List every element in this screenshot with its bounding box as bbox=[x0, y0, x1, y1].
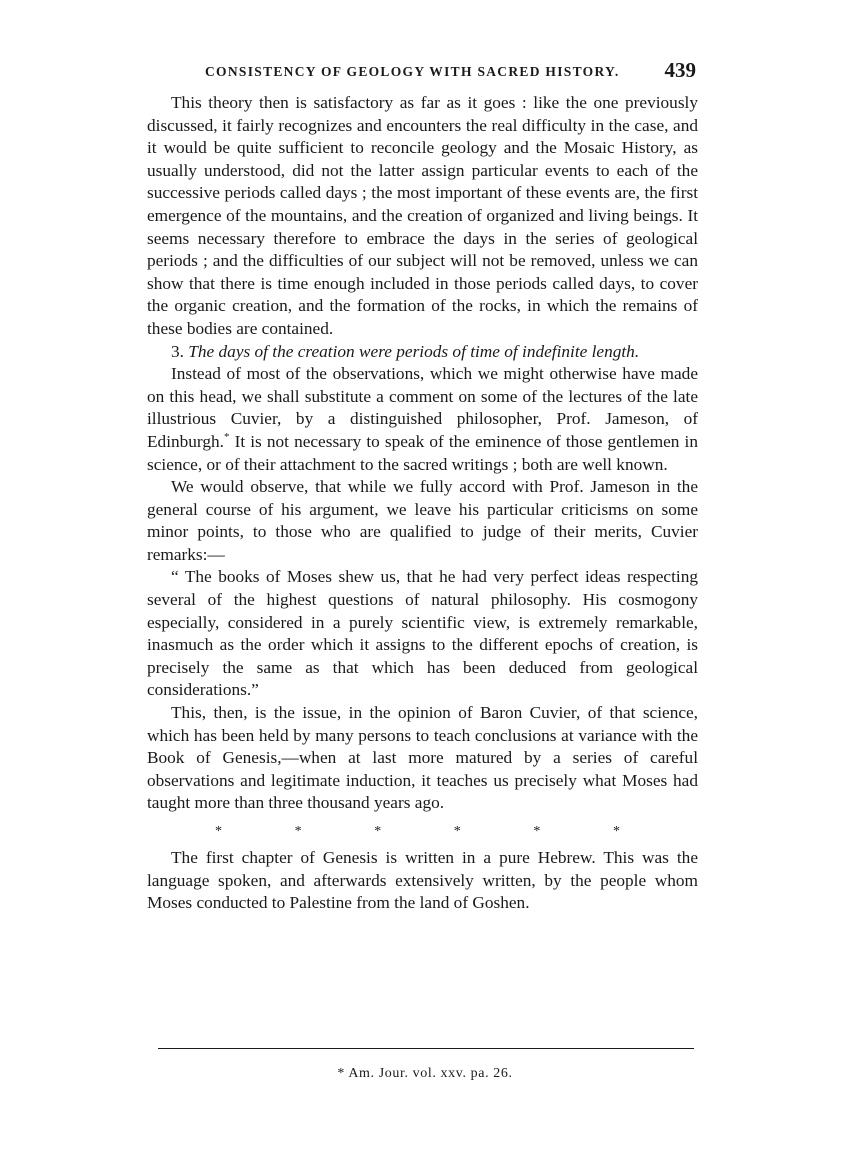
paragraph-observe: We would observe, that while we fully accord with Prof. Jameson in the general course of his argument, we leave his particular criticisms on some minor points, to those who are qualified to judge of their merits, Cuvier remarks:— bbox=[147, 477, 698, 564]
section-heading-number: 3. bbox=[171, 341, 184, 361]
paragraph-jameson-text: Instead of most of the observations, which we might otherwise have made on this head, we shall substitute a comment on some of the lectures of the late illustrious Cuvier, by a distinguished philosopher, Prof. Jameson, of Edinburgh. bbox=[147, 364, 698, 451]
section-heading bbox=[147, 341, 698, 364]
asterism: * bbox=[374, 824, 382, 839]
asterism: * bbox=[612, 824, 620, 839]
running-header bbox=[147, 58, 698, 88]
paragraph-theory: This theory then is satisfactory as far as it goes : like the one previously discussed, it fairly recognizes and encounters the real difficulty in the case, and it would be quite sufficient to reconcile geology and the Mosaic History, as usually understood, did not the latter assign particular events to each of the successive periods called days ; the most important of these events are, the first emergence of the mountains, and the creation of organized and living beings. It seems necessary therefore to embrace the days in the series of geological periods ; and the difficulties of our subject will not be removed, unless we can show that there is time enough included in those periods called days, to cover the organic creation, and the formation of the rocks, in which the remains of these bodies are contained. bbox=[147, 93, 698, 338]
paragraph-genesis: The first chapter of Genesis is written in a pure Hebrew. This was the language spoken, and afterwards extensively written, by the people whom Moses conducted to Palestine from the land of Goshen. bbox=[147, 848, 698, 913]
asterism: * bbox=[453, 824, 461, 839]
book-page bbox=[147, 58, 698, 915]
paragraph-issue: This, then, is the issue, in the opinion of Baron Cuvier, of that science, which has been held by many persons to teach conclusions at variance with the Book of Genesis,—when at last more matured by a series of careful observations and legitimate induction, it teaches us precisely what Moses had taught more than three thousand years ago. bbox=[147, 703, 698, 813]
asterism: * bbox=[533, 824, 541, 839]
running-title: CONSISTENCY OF GEOLOGY WITH SACRED HISTORY. bbox=[205, 64, 620, 79]
asterism-divider bbox=[215, 821, 620, 843]
paragraph-jameson-text-cont: It is not necessary to speak of the eminence of those gentlemen in science, or of their attachment to the sacred writings ; both are well known. bbox=[147, 431, 698, 474]
paragraph-jameson bbox=[147, 363, 698, 476]
asterism: * bbox=[215, 824, 222, 839]
page-number: 439 bbox=[664, 58, 696, 82]
footnote-marker: * bbox=[223, 431, 230, 444]
footnote-rule bbox=[158, 1048, 694, 1049]
footnote: * Am. Jour. vol. xxv. pa. 26. bbox=[337, 1066, 513, 1081]
section-heading-text: The days of the creation were periods of time of indefinite length. bbox=[188, 341, 640, 361]
paragraph-cuvier-quote: “ The books of Moses shew us, that he had very perfect ideas respecting several of the highest questions of natural philosophy. His cosmogony especially, considered in a purely scientific view, is extremely remarkable, inasmuch as the order which it assigns to the different epochs of creation, is precisely the same as that which has been deduced from geological considerations.” bbox=[147, 567, 698, 700]
asterism: * bbox=[294, 824, 302, 839]
body-text bbox=[147, 92, 698, 915]
